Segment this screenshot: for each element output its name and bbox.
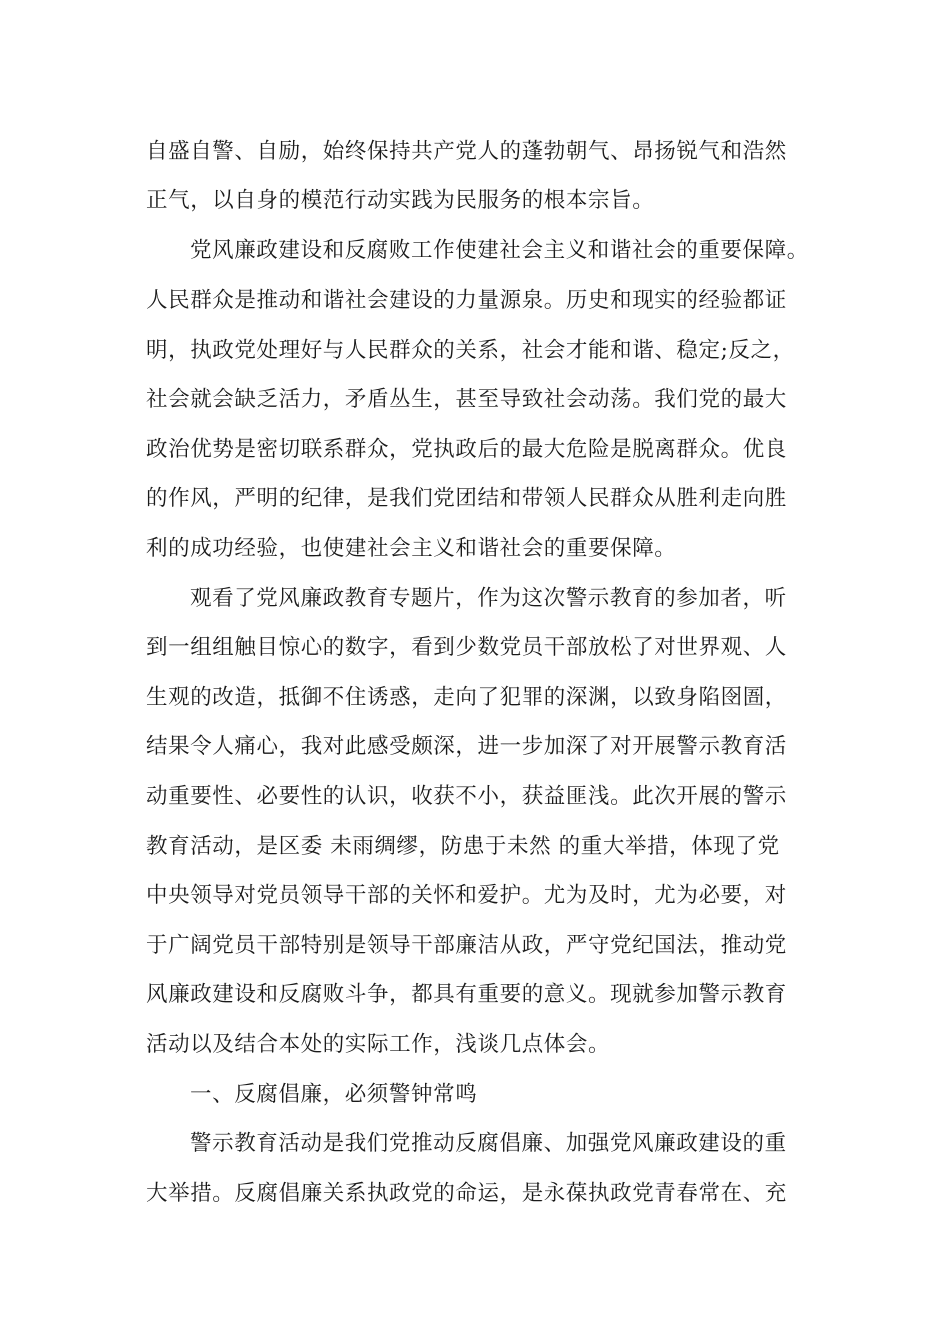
text-line: 于广阔党员干部特别是领导干部廉洁从政，严守党纪国法，推动党 bbox=[146, 933, 787, 958]
text-line: 中央领导对党员领导干部的关怀和爱护。尤为及时，尤为必要，对 bbox=[146, 883, 787, 908]
paragraph-first-line: 观看了党风廉政教育专题片，作为这次警示教育的参加者，听 bbox=[190, 586, 787, 611]
paragraph-first-line: 党风廉政建设和反腐败工作使建社会主义和谐社会的重要保障。 bbox=[190, 238, 809, 263]
text-line: 自盛自警、自励，始终保持共产党人的蓬勃朝气、昂扬锐气和浩然 bbox=[146, 139, 787, 164]
text-line: 大举措。反腐倡廉关系执政党的命运，是永葆执政党青春常在、充 bbox=[146, 1181, 787, 1206]
text-line: 风廉政建设和反腐败斗争，都具有重要的意义。现就参加警示教育 bbox=[146, 982, 787, 1007]
text-line: 政治优势是密切联系群众，党执政后的最大危险是脱离群众。优良 bbox=[146, 437, 787, 462]
text-line: 教育活动，是区委 未雨绸缪，防患于未然 的重大举措，体现了党 bbox=[146, 834, 780, 859]
text-line: 利的成功经验，也使建社会主义和谐社会的重要保障。 bbox=[146, 536, 677, 561]
text-line: 生观的改造，抵御不住诱惑，走向了犯罪的深渊，以致身陷囹圄， bbox=[146, 685, 787, 710]
paragraph-first-line: 警示教育活动是我们党推动反腐倡廉、加强党风廉政建设的重 bbox=[190, 1131, 787, 1156]
text-line: 的作风，严明的纪律，是我们党团结和带领人民群众从胜利走向胜 bbox=[146, 486, 787, 511]
text-line: 结果令人痛心，我对此感受颇深，进一步加深了对开展警示教育活 bbox=[146, 734, 787, 759]
text-line: 人民群众是推动和谐社会建设的力量源泉。历史和现实的经验都证 bbox=[146, 288, 787, 313]
text-line: 到一组组触目惊心的数字，看到少数党员干部放松了对世界观、人 bbox=[146, 635, 787, 660]
section-heading: 一、反腐倡廉，必须警钟常鸣 bbox=[190, 1082, 478, 1107]
text-line: 明，执政党处理好与人民群众的关系，社会才能和谐、稳定;反之， bbox=[146, 338, 795, 363]
text-line: 活动以及结合本处的实际工作，浅谈几点体会。 bbox=[146, 1032, 611, 1057]
text-line: 正气，以自身的模范行动实践为民服务的根本宗旨。 bbox=[146, 188, 655, 213]
text-line: 动重要性、必要性的认识，收获不小，获益匪浅。此次开展的警示 bbox=[146, 784, 787, 809]
text-line: 社会就会缺乏活力，矛盾丛生，甚至导致社会动荡。我们党的最大 bbox=[146, 387, 787, 412]
